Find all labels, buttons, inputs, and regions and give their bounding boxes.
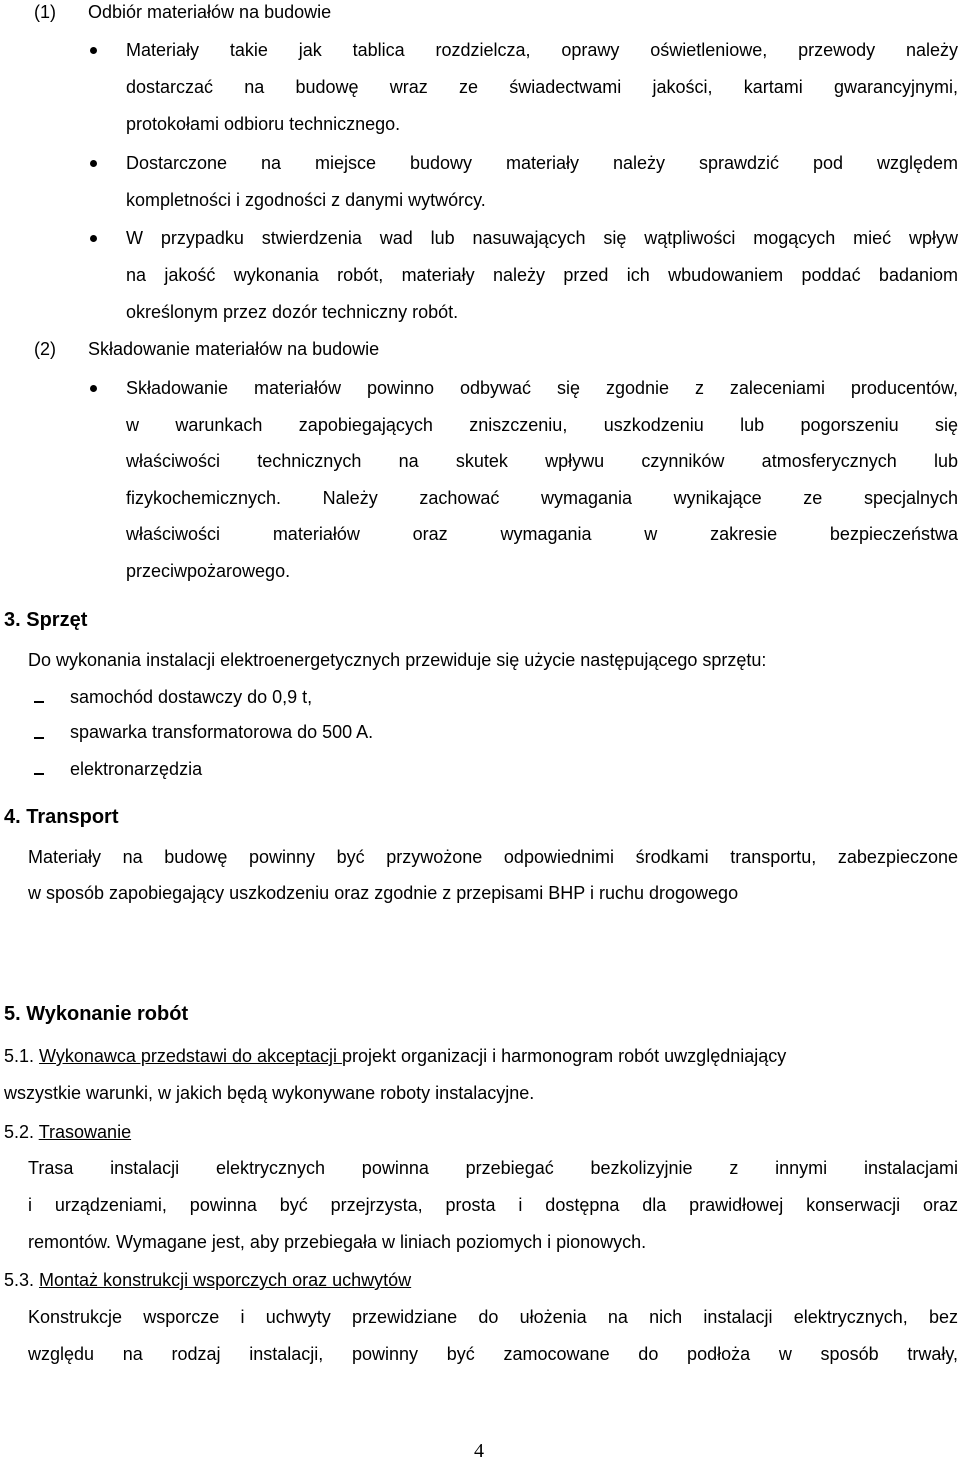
s1-b1-line-3: protokołami odbioru technicznego.	[126, 114, 401, 134]
p51-underlined: Wykonawca przedstawi do akceptacji	[39, 1046, 343, 1066]
bullet	[90, 47, 97, 54]
transport-line-2: w sposób zapobiegający uszkodzeniu oraz zgodnie z przepisami BHP i ruchu drogowego	[28, 883, 739, 903]
page-number: 4	[474, 1440, 484, 1462]
p53-heading	[4, 1270, 411, 1291]
s1-b1-line-2: dostarczać na budowę wraz ze świadectwami jakości, kartami gwarancyjnymi,	[126, 77, 958, 97]
p53-number: 5.3.	[4, 1270, 40, 1290]
p52-line-1: Trasa instalacji elektrycznych powinna przebiegać bezkolizyjnie z innymi instalacjami	[28, 1158, 958, 1178]
bullet	[90, 160, 97, 167]
p53-line-2: względu na rodzaj instalacji, powinny być zamocowane do podłoża w sposób trwały,	[28, 1344, 958, 1364]
heading-5: 5. Wykonanie robót	[4, 1003, 189, 1025]
s2-line-1: Składowanie materiałów powinno odbywać się zgodnie z zaleceniami producentów,	[126, 378, 958, 398]
s1-b2-line-2: kompletności i zgodności z danymi wytwórcy.	[126, 190, 486, 210]
s2-line-4: fizykochemicznych. Należy zachować wymagania wynikające ze specjalnych	[126, 488, 958, 508]
p51-rest: projekt organizacji i harmonogram robót uwzględniający	[342, 1046, 787, 1066]
heading-3: 3. Sprzęt	[4, 609, 88, 631]
sprzet-item-2: spawarka transformatorowa do 500 A.	[70, 722, 374, 742]
s2-line-5: właściwości materiałów oraz wymagania w zakresie bezpieczeństwa	[126, 524, 958, 544]
p52-heading	[4, 1122, 131, 1143]
sprzet-item-1: samochód dostawczy do 0,9 t,	[70, 687, 313, 707]
p53-line-1: Konstrukcje wsporcze i uchwyty przewidziane do ułożenia na nich instalacji elektrycznych, bez	[28, 1307, 958, 1327]
p52-number: 5.2.	[4, 1122, 39, 1142]
s2-line-3: właściwości technicznych na skutek wpływu czynników atmosferycznych lub	[126, 451, 958, 471]
bullet	[90, 235, 97, 242]
section-1-number: (1)	[34, 2, 56, 22]
p51-line-2: wszystkie warunki, w jakich będą wykonywane roboty instalacyjne.	[4, 1083, 535, 1103]
dash	[34, 701, 44, 703]
s1-b2-line-1: Dostarczone na miejsce budowy materiały należy sprawdzić pod względem	[126, 153, 958, 173]
s1-b3-line-1: W przypadku stwierdzenia wad lub nasuwających się wątpliwości mogących mieć wpływ	[126, 228, 958, 248]
transport-line-1: Materiały na budowę powinny być przywożone odpowiednimi środkami transportu, zabezpieczone	[28, 847, 958, 867]
s1-b1-line-1: Materiały takie jak tablica rozdzielcza, oprawy oświetleniowe, przewody należy	[126, 40, 958, 60]
sprzet-item-3: elektronarzędzia	[70, 759, 203, 779]
s2-line-6: przeciwpożarowego.	[126, 561, 291, 581]
section-2-number: (2)	[34, 339, 56, 359]
heading-4: 4. Transport	[4, 806, 119, 828]
section-2-title: Składowanie materiałów na budowie	[88, 339, 380, 359]
s2-line-2: w warunkach zapobiegających zniszczeniu, uszkodzeniu lub pogorszeniu się	[126, 415, 958, 435]
p52-title: Trasowanie	[38, 1122, 132, 1142]
p51-number: 5.1.	[4, 1046, 40, 1066]
s1-b3-line-3: określonym przez dozór techniczny robót.	[126, 302, 459, 322]
p52-line-2: i urządzeniami, powinna być przejrzysta, prosta i dostępna dla prawidłowej konserwacji oraz	[28, 1195, 958, 1215]
bullet	[90, 385, 97, 392]
p51-line-1	[4, 1046, 786, 1067]
p53-title: Montaż konstrukcji wsporczych oraz uchwytów	[39, 1270, 412, 1290]
p52-line-3: remontów. Wymagane jest, aby przebiegała w liniach poziomych i pionowych.	[28, 1232, 647, 1252]
s1-b3-line-2: na jakość wykonania robót, materiały należy przed ich wbudowaniem poddać badaniom	[126, 265, 958, 285]
sprzet-intro: Do wykonania instalacji elektroenergetycznych przewiduje się użycie następującego sprzętu:	[28, 650, 767, 670]
section-1-title: Odbiór materiałów na budowie	[88, 2, 332, 22]
dash	[34, 773, 44, 775]
dash	[34, 737, 44, 739]
